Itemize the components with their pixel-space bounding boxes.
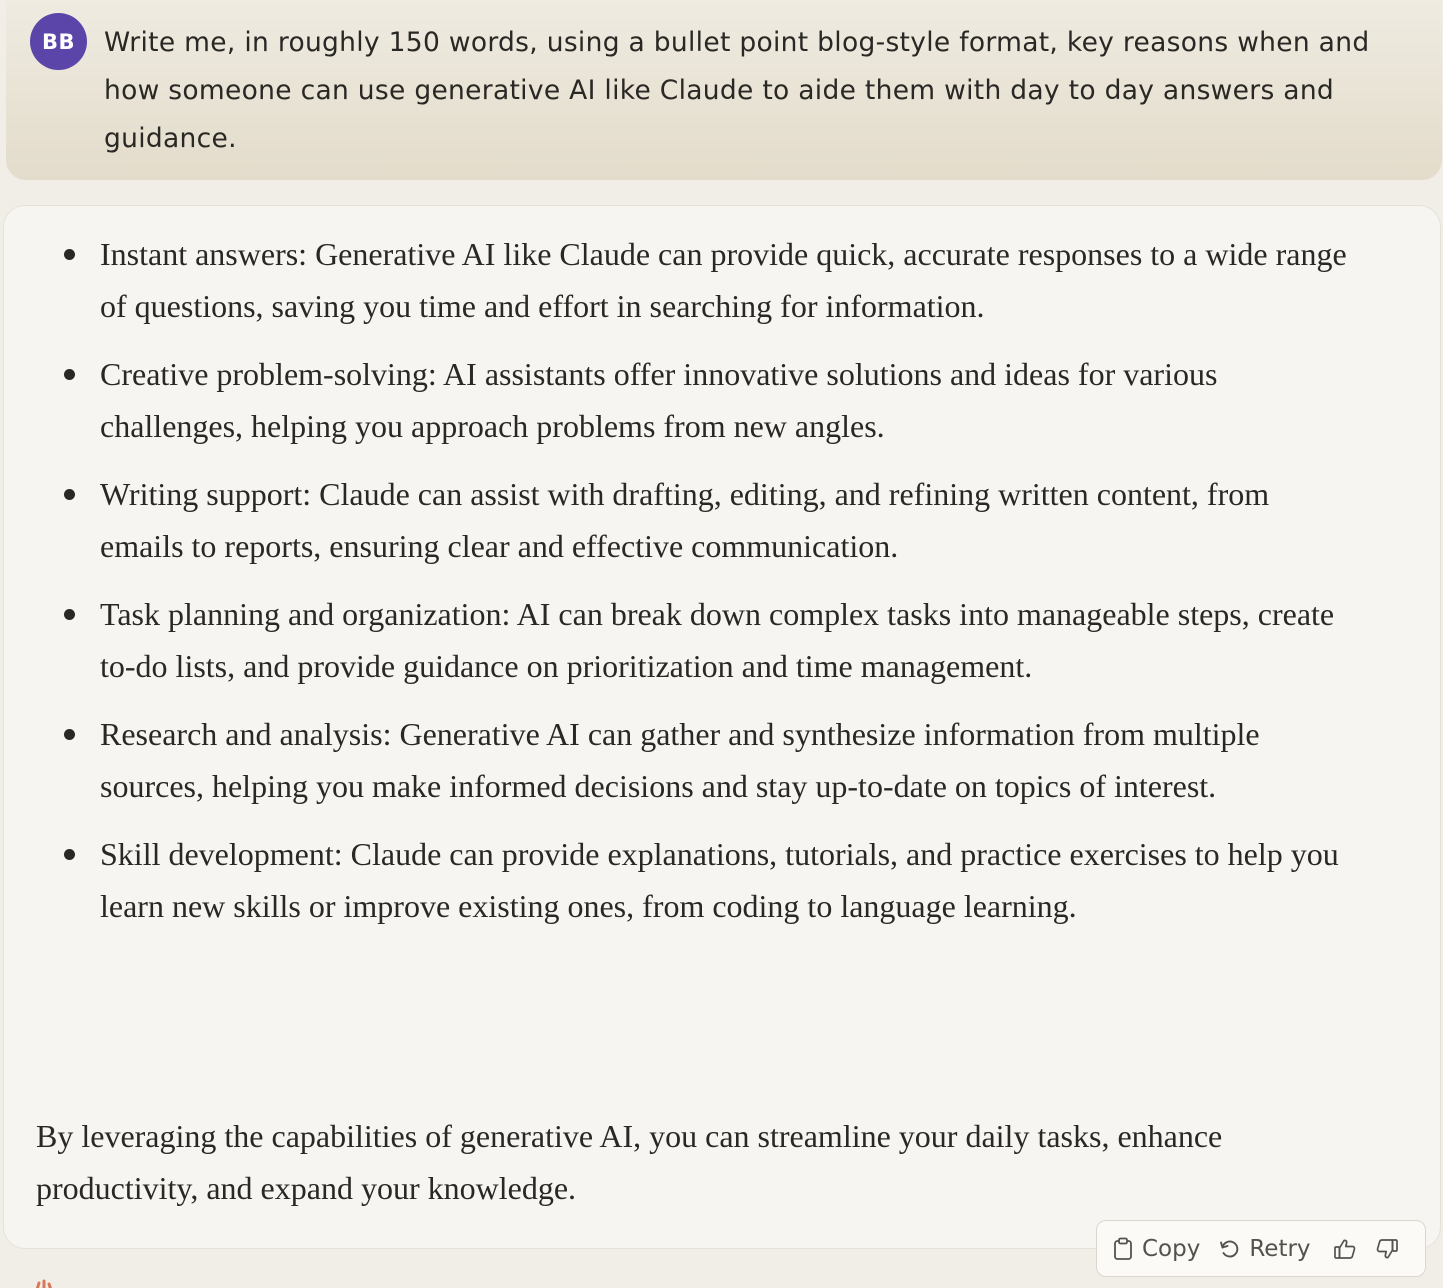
bullet-item bbox=[100, 708, 1360, 812]
retry-button[interactable] bbox=[1218, 1236, 1310, 1262]
bullet-text: Task planning and organization: AI can break down complex tasks into manageable steps, create to-do lists, and provide guidance on prioritization and time management. bbox=[100, 596, 1335, 684]
user-avatar[interactable]: BB bbox=[30, 13, 87, 70]
response-bullet-list bbox=[100, 228, 1360, 948]
bullet-icon bbox=[64, 849, 75, 860]
retry-arrow-icon bbox=[1218, 1238, 1240, 1260]
bullet-icon bbox=[64, 249, 75, 260]
bullet-text: Research and analysis: Generative AI can gather and synthesize information from multiple sources, helping you make informed decisions and stay up-to-date on topics of interest. bbox=[100, 716, 1260, 804]
copy-label: Copy bbox=[1142, 1235, 1201, 1262]
thumbs-up-button[interactable] bbox=[1333, 1237, 1357, 1261]
bullet-item bbox=[100, 468, 1360, 572]
bullet-icon bbox=[64, 729, 75, 740]
user-message-text: Write me, in roughly 150 words, using a bullet point blog-style format, key reasons when and how someone can use generative AI like Claude to aide them with day to day answers and guidance. bbox=[104, 27, 1370, 154]
bullet-icon bbox=[64, 489, 75, 500]
bullet-text: Creative problem-solving: AI assistants offer innovative solutions and ideas for various challenges, helping you approach problems from new angles. bbox=[100, 356, 1218, 444]
assistant-response bbox=[3, 205, 1441, 1249]
response-actions-bar bbox=[1096, 1220, 1426, 1277]
thumbs-down-icon bbox=[1375, 1237, 1399, 1261]
claude-logo-icon bbox=[30, 1278, 64, 1288]
thumbs-down-button[interactable] bbox=[1375, 1237, 1399, 1261]
bullet-text: Writing support: Claude can assist with drafting, editing, and refining written content, from emails to reports, ensuring clear and effective communication. bbox=[100, 476, 1270, 564]
thumbs-up-icon bbox=[1333, 1237, 1357, 1261]
clipboard-icon bbox=[1113, 1237, 1133, 1261]
retry-label: Retry bbox=[1249, 1235, 1311, 1262]
bullet-text: Instant answers: Generative AI like Claude can provide quick, accurate responses to a wide range of questions, saving you time and effort in searching for information. bbox=[100, 236, 1347, 324]
bullet-text: Skill development: Claude can provide explanations, tutorials, and practice exercises to help you learn new skills or improve existing ones, from coding to language learning. bbox=[100, 836, 1339, 924]
user-message bbox=[6, 0, 1442, 180]
bullet-item bbox=[100, 588, 1360, 692]
copy-button[interactable] bbox=[1113, 1236, 1200, 1262]
bullet-item bbox=[100, 228, 1360, 332]
bullet-item bbox=[100, 828, 1360, 932]
response-summary: By leveraging the capabilities of generative AI, you can streamline your daily tasks, enhance productivity, and expand your knowledge. bbox=[36, 1118, 1223, 1206]
bullet-item bbox=[100, 348, 1360, 452]
bullet-icon bbox=[64, 609, 75, 620]
bullet-icon bbox=[64, 369, 75, 380]
